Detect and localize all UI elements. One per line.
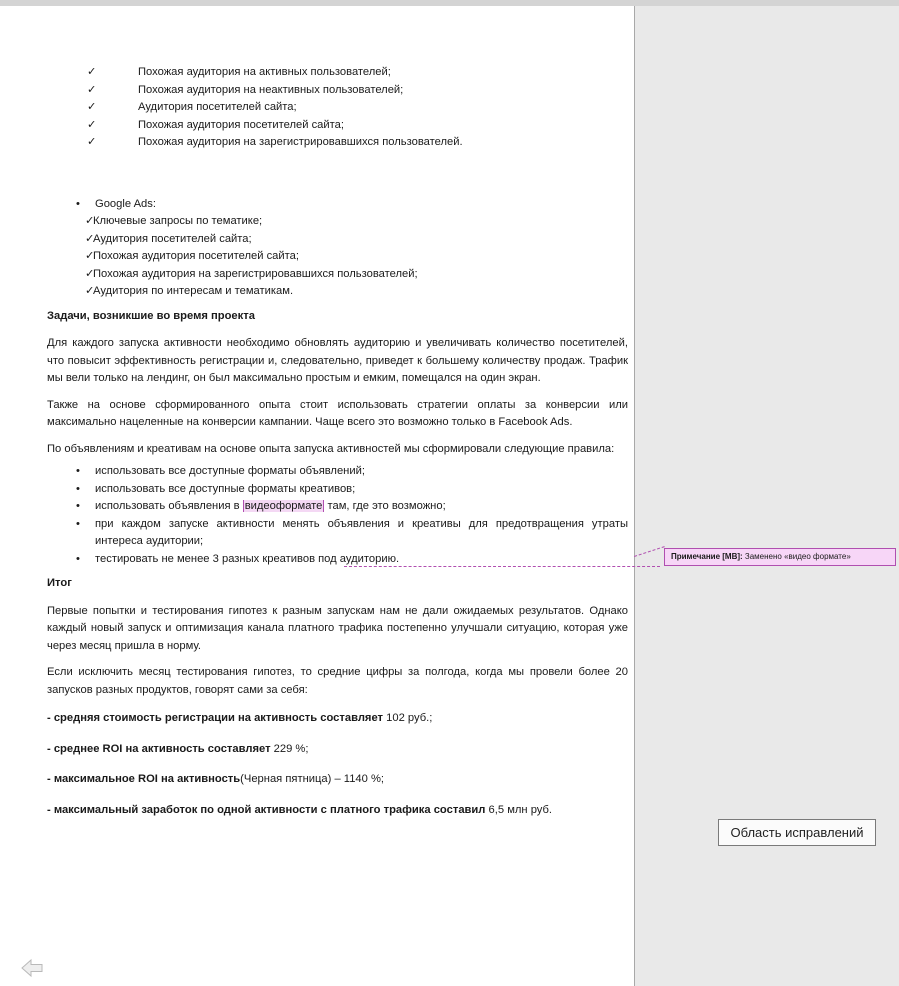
- list-item: ✓ Похожая аудитория посетителей сайта;: [47, 248, 628, 266]
- audience-list-facebook: [47, 64, 628, 152]
- spacer: [47, 152, 628, 196]
- list-item: • при каждом запуске активности менять объявления и креативы для предотвращения утраты интереса аудитории;: [76, 517, 628, 547]
- paragraph: Первые попытки и тестирования гипотез к разным запускам нам не дали ожидаемых результатов. Однако каждый новый запуск и оптимизация канала платного трафика постепенно улучшали ситуацию, которая уже через месяц пришла в норму.: [47, 604, 628, 652]
- document-page[interactable]: [0, 6, 635, 986]
- list-item-google-ads: • Google Ads:: [47, 196, 628, 214]
- list-item: ✓ Аудитория посетителей сайта;: [47, 231, 628, 249]
- list-item: • использовать объявления в видеоформате там, где это возможно;: [47, 498, 628, 516]
- tracked-change-text[interactable]: видеоформате: [244, 500, 323, 512]
- google-ads-heading-list: [47, 196, 628, 214]
- paragraph: Для каждого запуска активности необходимо обновлять аудиторию и увеличивать количество посетителей, что повысит эффективность регистрации и, следовательно, приведет к большему количеству продаж. Трафик мы вели только на лендинг, он был максимально простым и емким, помещался на один экран.: [47, 337, 628, 384]
- bullet-icon: •: [76, 500, 80, 512]
- bullet-icon: •: [76, 197, 80, 210]
- checkmark-icon: ✓: [85, 232, 95, 245]
- comment-author: Примечание [MB]:: [671, 552, 743, 561]
- paragraph: По объявлениям и креативам на основе опыта запуска активностей мы сформировали следующие правила:: [47, 442, 615, 455]
- bullet-icon: •: [76, 465, 80, 477]
- back-arrow-icon[interactable]: [20, 958, 44, 978]
- checkmark-icon: ✓: [87, 66, 97, 78]
- list-item: ✓ Аудитория по интересам и тематикам.: [47, 283, 628, 301]
- checkmark-icon: ✓: [85, 215, 95, 227]
- revisions-pane-button[interactable]: Область исправлений: [718, 819, 876, 846]
- list-item: ✓ Ключевые запросы по тематике;: [47, 213, 628, 231]
- list-item: • использовать все доступные форматы объявлений;: [47, 463, 628, 481]
- list-item: • использовать все доступные форматы креативов;: [47, 481, 628, 499]
- bullet-icon: •: [76, 517, 80, 530]
- stat-line: - среднее ROI на активность составляет 229 %;: [47, 742, 309, 755]
- list-item: ✓ Аудитория посетителей сайта;: [47, 99, 628, 117]
- bullet-icon: •: [76, 552, 80, 565]
- checkmark-icon: ✓: [85, 250, 95, 262]
- checkmark-icon: ✓: [87, 101, 97, 113]
- paragraph: Также на основе сформированного опыта стоит использовать стратегии оплаты за конверсии или максимально нацеленные на конверсии кампании. Чаще всего это возможно только в Facebook Ads.: [47, 398, 628, 428]
- list-item: ✓ Похожая аудитория на неактивных пользователей;: [47, 82, 628, 100]
- checkmark-icon: ✓: [85, 285, 95, 297]
- checkmark-icon: ✓: [85, 267, 95, 280]
- comment-connector-line: [344, 566, 660, 567]
- list-item: ✓ Похожая аудитория на зарегистрировавшихся пользователей.: [47, 134, 628, 152]
- list-item: • тестировать не менее 3 разных креативов под аудиторию.: [47, 551, 628, 569]
- checkmark-icon: ✓: [87, 136, 97, 148]
- stat-line: - максимальный заработок по одной активности с платного трафика составил 6,5 млн руб.: [47, 803, 553, 816]
- list-item: ✓ Похожая аудитория на зарегистрировавшихся пользователей;: [47, 266, 628, 284]
- stat-line: - средняя стоимость регистрации на активность составляет 102 руб.;: [47, 712, 433, 724]
- stat-line: - максимальное ROI на активность(Черная пятница) – 1140 %;: [47, 773, 385, 785]
- audience-list-google: [47, 213, 628, 301]
- list-item: ✓ Похожая аудитория посетителей сайта;: [47, 117, 628, 135]
- comment-text: Заменено «видео формате»: [742, 552, 851, 561]
- paragraph: Если исключить месяц тестирования гипотез, то средние цифры за полгода, когда мы провели более 20 запусков разных продуктов, говорят сами за себя:: [47, 666, 628, 696]
- bullet-icon: •: [76, 482, 80, 495]
- document-content: [47, 64, 628, 832]
- section-heading-result: Итог: [47, 577, 72, 589]
- section-heading-tasks: Задачи, возникшие во время проекта: [47, 309, 255, 322]
- list-item: ✓ Похожая аудитория на активных пользователей;: [47, 64, 628, 82]
- rules-list: [47, 463, 628, 568]
- checkmark-icon: ✓: [87, 118, 97, 131]
- checkmark-icon: ✓: [87, 83, 97, 96]
- revision-comment-balloon[interactable]: [664, 548, 896, 566]
